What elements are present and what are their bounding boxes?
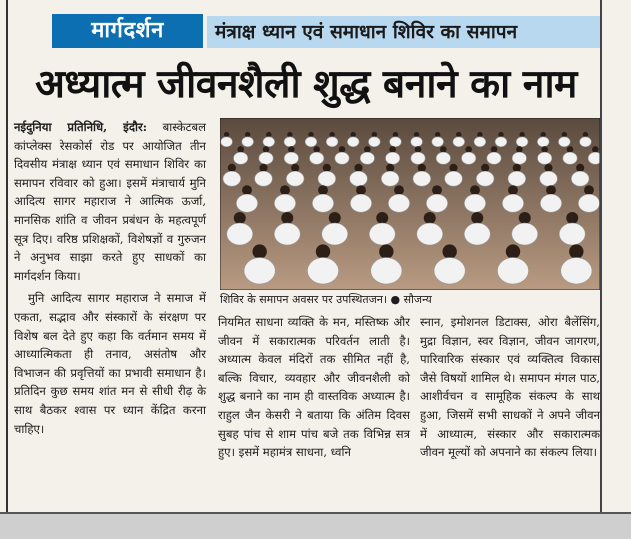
person-head — [432, 185, 442, 195]
person-head — [329, 132, 334, 137]
person-white-shirt — [236, 194, 257, 212]
person-white-shirt — [259, 152, 273, 164]
person-head — [544, 164, 552, 172]
person-white-shirt — [561, 258, 592, 284]
person-head — [287, 132, 292, 137]
person-head — [440, 146, 447, 153]
person-white-shirt — [310, 152, 324, 164]
person-white-shirt — [434, 258, 465, 284]
person-white-shirt — [508, 171, 526, 186]
person-white-shirt — [487, 152, 501, 164]
photo-crowd-illustration — [220, 118, 600, 290]
event-photo — [220, 118, 600, 290]
person-head — [541, 146, 548, 153]
person-head — [266, 132, 271, 137]
person-white-shirt — [234, 152, 248, 164]
person-white-shirt — [350, 171, 368, 186]
person-white-shirt — [476, 171, 494, 186]
person-head — [339, 146, 346, 153]
person-white-shirt — [588, 152, 600, 164]
person-white-shirt — [512, 223, 538, 245]
person-head — [288, 146, 295, 153]
person-head — [513, 164, 521, 172]
person-head — [481, 164, 489, 172]
person-white-shirt — [436, 152, 450, 164]
person-head — [245, 132, 250, 137]
person-head — [242, 185, 252, 195]
person-white-shirt — [305, 137, 317, 147]
photo-caption: शिविर के समापन अवसर पर उपस्थितजन। ● सौजन्य — [220, 293, 432, 306]
person-white-shirt — [322, 223, 348, 245]
article-column-3 — [420, 313, 600, 462]
person-head — [418, 164, 426, 172]
person-white-shirt — [381, 171, 399, 186]
person-head — [562, 132, 567, 137]
person-white-shirt — [413, 171, 431, 186]
person-head — [379, 244, 393, 258]
person-white-shirt — [335, 152, 349, 164]
dateline: नईदुनिया प्रतिनिधि, इंदौर: — [14, 120, 148, 134]
person-head — [224, 132, 229, 137]
kicker-label: मार्गदर्शन — [52, 14, 203, 48]
person-white-shirt — [558, 137, 570, 147]
person-white-shirt — [244, 258, 275, 284]
person-head — [386, 164, 394, 172]
article-column-2 — [218, 313, 410, 462]
person-white-shirt — [417, 223, 443, 245]
person-head — [351, 132, 356, 137]
person-head — [414, 132, 419, 137]
person-white-shirt — [369, 223, 395, 245]
person-head — [541, 132, 546, 137]
person-head — [584, 185, 594, 195]
person-white-shirt — [411, 152, 425, 164]
person-white-shirt — [307, 258, 338, 284]
person-head — [566, 212, 578, 224]
column1-paragraph-1: बास्केटबल कांप्लेक्स रेसकोर्स रोड पर आयोजित तीन दिवसीय मंत्राक्ष ध्यान एवं समाधान शिविर का समापन रविवार को हुआ। इसमें मंत्राचार्य मुनि आदित्य सागर महाराज ने आत्मिक ऊर्जा, मानसिक शांति व जीवन प्रबंधन के महत्वपूर्ण सूत्र दिए। वरिष्ठ प्रशिक्षकों, विशेषज्ञों व गुरुजन ने अनुभव साझा करते हुए साधकों का मार्गदर्शन किया। — [14, 120, 206, 283]
person-head — [252, 244, 266, 258]
person-head — [394, 185, 404, 195]
person-white-shirt — [540, 194, 561, 212]
person-head — [316, 244, 330, 258]
person-head — [546, 185, 556, 195]
person-head — [569, 244, 583, 258]
kicker-title: मंत्राक्ष ध्यान एवं समाधान शिविर का समापन — [207, 16, 600, 48]
person-white-shirt — [474, 137, 486, 147]
person-white-shirt — [312, 194, 333, 212]
person-white-shirt — [516, 137, 528, 147]
person-head — [477, 132, 482, 137]
person-white-shirt — [580, 137, 592, 147]
person-white-shirt — [411, 137, 423, 147]
person-head — [280, 185, 290, 195]
person-white-shirt — [571, 171, 589, 186]
bottom-rule — [0, 512, 631, 514]
person-head — [449, 164, 457, 172]
person-white-shirt — [347, 137, 359, 147]
person-head — [456, 132, 461, 137]
person-white-shirt — [578, 194, 599, 212]
person-head — [228, 164, 236, 172]
person-head — [237, 146, 244, 153]
person-head — [471, 212, 483, 224]
person-white-shirt — [512, 152, 526, 164]
person-head — [393, 132, 398, 137]
right-column-rule — [600, 0, 602, 512]
article-column-1 — [14, 118, 206, 442]
person-white-shirt — [538, 152, 552, 164]
person-head — [491, 146, 498, 153]
person-white-shirt — [284, 152, 298, 164]
person-white-shirt — [445, 171, 463, 186]
person-white-shirt — [263, 137, 275, 147]
person-head — [389, 146, 396, 153]
person-white-shirt — [286, 171, 304, 186]
person-head — [567, 146, 574, 153]
person-white-shirt — [497, 258, 528, 284]
person-white-shirt — [326, 137, 338, 147]
person-white-shirt — [360, 152, 374, 164]
column2-paragraph: नियमित साधना व्यक्ति के मन, मस्तिष्क और जीवन में सकारात्मक परिवर्तन लाती है। अध्यात्म केवल मंदिरों तक सीमित नहीं है, बल्कि विचार, व्यवहार और जीवनशैली को शुद्ध बनाने का नाम ही वास्तविक अध्यात्म है। राहुल जैन केसरी ने बताया कि अंतिम दिवस सुबह पांच से शाम पांच बजे तक विभिन्न सत्र हुए। इसमें महामंत्र साधना, ध्वनि — [218, 315, 410, 460]
person-white-shirt — [318, 171, 336, 186]
person-head — [313, 146, 320, 153]
person-white-shirt — [559, 223, 585, 245]
person-white-shirt — [453, 137, 465, 147]
person-head — [498, 132, 503, 137]
person-head — [364, 146, 371, 153]
person-head — [506, 244, 520, 258]
person-head — [356, 185, 366, 195]
person-head — [424, 212, 436, 224]
person-head — [508, 185, 518, 195]
person-white-shirt — [462, 152, 476, 164]
person-head — [376, 212, 388, 224]
person-head — [323, 164, 331, 172]
person-head — [583, 132, 588, 137]
person-white-shirt — [274, 194, 295, 212]
person-white-shirt — [537, 137, 549, 147]
person-white-shirt — [386, 152, 400, 164]
person-white-shirt — [464, 223, 490, 245]
person-head — [470, 185, 480, 195]
person-white-shirt — [227, 223, 253, 245]
person-white-shirt — [388, 194, 409, 212]
person-white-shirt — [495, 137, 507, 147]
person-white-shirt — [242, 137, 254, 147]
person-head — [415, 146, 422, 153]
person-head — [291, 164, 299, 172]
person-head — [519, 132, 524, 137]
person-white-shirt — [223, 171, 241, 186]
person-white-shirt — [563, 152, 577, 164]
person-white-shirt — [432, 137, 444, 147]
person-white-shirt — [350, 194, 371, 212]
column1-paragraph-2: मुनि आदित्य सागर महाराज ने समाज में एकता, सद्भाव और संस्कारों के संरक्षण पर विशेष बल देते हुए कहा कि वर्तमान समय में आध्यात्मिकता ही तनाव, असंतोष और विभाजन की प्रवृत्तियों का प्रभावी समाधान है। प्रतिदिन कुछ समय शांत मन से सीधी रीढ़ के साथ बैठकर श्वास पर ध्यान केंद्रित करना चाहिए। — [14, 291, 206, 436]
person-head — [318, 185, 328, 195]
left-column-rule — [6, 0, 8, 512]
person-white-shirt — [221, 137, 233, 147]
person-head — [465, 146, 472, 153]
person-head — [372, 132, 377, 137]
person-head — [281, 212, 293, 224]
person-white-shirt — [464, 194, 485, 212]
person-white-shirt — [284, 137, 296, 147]
person-head — [516, 146, 523, 153]
person-head — [435, 132, 440, 137]
page-bottom-margin — [0, 512, 631, 539]
headline: अध्यात्म जीवनशैली शुद्ध बनाने का नाम — [35, 61, 577, 107]
person-white-shirt — [255, 171, 273, 186]
person-head — [263, 146, 270, 153]
person-head — [308, 132, 313, 137]
person-white-shirt — [426, 194, 447, 212]
person-head — [519, 212, 531, 224]
person-white-shirt — [368, 137, 380, 147]
person-head — [259, 164, 267, 172]
person-head — [576, 164, 584, 172]
person-white-shirt — [390, 137, 402, 147]
person-white-shirt — [540, 171, 558, 186]
person-head — [354, 164, 362, 172]
person-white-shirt — [371, 258, 402, 284]
person-head — [592, 146, 599, 153]
person-head — [234, 212, 246, 224]
column3-paragraph: स्नान, इमोशनल डिटाक्स, ओरा बैलेंसिंग, मुद्रा विज्ञान, स्वर विज्ञान, जीवन जागरण, पारिवारिक संस्कार एवं व्यक्तित्व विकास जैसे विषयों शामिल थे। समापन मंगल पाठ, आशीर्वचन व सामूहिक संकल्प के साथ हुआ, जिसमें सभी साधकों ने अपने जीवन में आध्यात्म, संस्कार और सकारात्मक जीवन मूल्यों को अपनाने का संकल्प लिया। — [420, 315, 600, 460]
person-head — [442, 244, 456, 258]
person-head — [329, 212, 341, 224]
person-white-shirt — [502, 194, 523, 212]
person-white-shirt — [274, 223, 300, 245]
